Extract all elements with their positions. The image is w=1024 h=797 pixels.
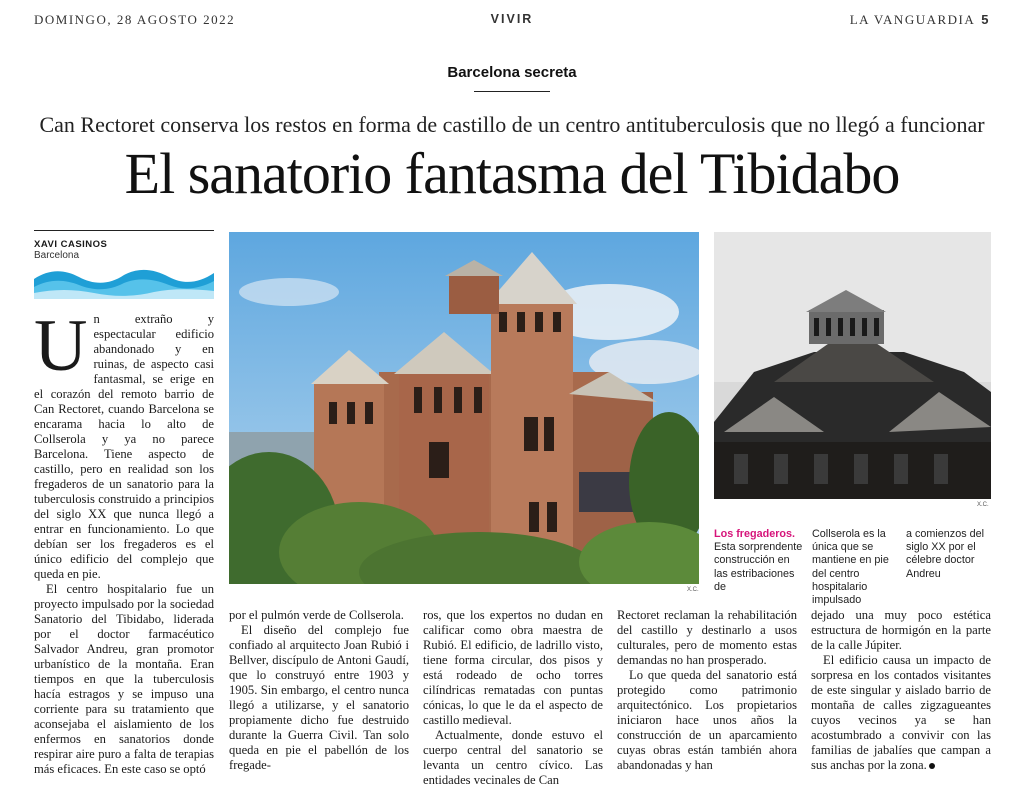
article-column-5 bbox=[811, 608, 991, 773]
drop-cap: U bbox=[34, 305, 88, 387]
author-location: Barcelona bbox=[34, 250, 80, 261]
caption-col-1 bbox=[714, 528, 806, 594]
section-name: VIVIR bbox=[490, 12, 534, 26]
caption-col-2: Collserola es la única que se mantiene en pie del centro hospitalario impulsado bbox=[812, 528, 889, 607]
caption-lead: Los fregaderos. bbox=[714, 528, 795, 540]
paragraph: El edificio causa un impacto de sorpresa en los contados visitantes de este singular y aislado barrio de montaña de calles zigzagueantes cuyos vecinos ya se han acostumbrado a convivir con las familias de jabalíes que campan a sus anchas por la zona. bbox=[811, 653, 991, 772]
paragraph: El centro hospitalario fue un proyecto impulsado por la sociedad Sanatorio del Tibidabo, liderada por el doctor farmacéutico Salvador Andreu, gran promotor urbanístico de la montaña. Eran tiempos en que la tuberculosis hacía estragos y se impuso una corriente para su tratamiento que aconsejaba el aislamiento de los enfermos en sanatorios donde respirar aire puro a falta de terapias más eficaces. En este caso se optó bbox=[34, 582, 214, 776]
paragraph: dejado una muy poco estética estructura de hormigón en la parte de la calle Júpiter. bbox=[811, 608, 991, 652]
page-header bbox=[34, 12, 990, 32]
kicker-rule bbox=[474, 91, 550, 92]
paper-name: LA VANGUARDIA bbox=[849, 12, 976, 27]
author-name: XAVI CASINOS bbox=[34, 239, 108, 250]
paragraph: ros, que los expertos no dudan en calificar como obra maestra de Rubió. El edificio, de ladrillo visto, tiene forma circular, dos pisos y está rodeado de ocho torres cilíndricas rematadas con puntas cónicas, lo que le da el aspecto de castillo medieval. bbox=[423, 608, 603, 727]
paragraph: Actualmente, donde estuvo el cuerpo central del sanatorio se levanta un centro cívico. Las entidades vecinales de Can bbox=[423, 728, 603, 787]
end-mark bbox=[929, 763, 935, 769]
roof-photo bbox=[714, 232, 991, 499]
kicker: Barcelona secreta bbox=[447, 64, 577, 81]
wave-graphic bbox=[34, 265, 214, 299]
subheadline: Can Rectoret conserva los restos en forma de castillo de un centro antituberculosis que no llegó a funcionar bbox=[39, 112, 985, 137]
headline: El sanatorio fantasma del Tibidabo bbox=[124, 141, 900, 206]
byline bbox=[34, 230, 214, 261]
paragraph: Rectoret reclaman la rehabilitación del castillo y destinarlo a usos culturales, pero de momento estas demandas no han prosperado. bbox=[617, 608, 797, 667]
caption-col-3: a comienzos del siglo XX por el célebre doctor Andreu bbox=[906, 528, 985, 580]
article-column-1 bbox=[34, 305, 214, 777]
issue-date: DOMINGO, 28 AGOSTO 2022 bbox=[34, 12, 236, 27]
castle-photo bbox=[229, 232, 699, 584]
paragraph: por el pulmón verde de Collserola. bbox=[229, 608, 404, 622]
photo-credit: X.C. bbox=[977, 502, 989, 508]
article-column-3 bbox=[423, 608, 603, 788]
page-number: 5 bbox=[981, 12, 990, 27]
caption-text: Esta sorprendente construcción en las estribaciones de bbox=[714, 541, 803, 593]
paragraph: El diseño del complejo fue confiado al arquitecto Joan Rubió i Bellver, discípulo de Antoni Gaudí, que lo construyó entre 1903 y 1905. Sin embargo, el centro nunca llegó a utilizarse, y el sanatorio propiamente dicho fue destruido durante la Guerra Civil. Tan solo queda en pie el pabellón de los fregade- bbox=[229, 623, 409, 772]
article-column-4 bbox=[617, 608, 797, 773]
article-column-2 bbox=[229, 608, 409, 773]
masthead bbox=[850, 12, 990, 28]
paragraph: Lo que queda del sanatorio está protegido como patrimonio arquitectónico. Los propietarios iniciaron hace unos años la construcción de un aparcamiento cuyas obras están también ahora abandonadas y han bbox=[617, 668, 797, 772]
paragraph: Un extraño y espectacular edificio abandonado y en ruinas, de aspecto casi fantasmal, se erige en el corazón del remoto barrio de Can Rectoret, cuando Barcelona se encarama hacia lo alto de Collserola y ya no parece Barcelona. Tiene aspecto de castillo, pero en realidad son los fregaderos de un sanatorio para la tuberculosis construido a principios del siglo XX que nunca llegó a entrar en funcionamiento. Lo que debían ser los fregaderos es el único edificio del complejo que queda en pie. bbox=[34, 305, 214, 581]
photo-credit: X.C. bbox=[687, 587, 699, 593]
